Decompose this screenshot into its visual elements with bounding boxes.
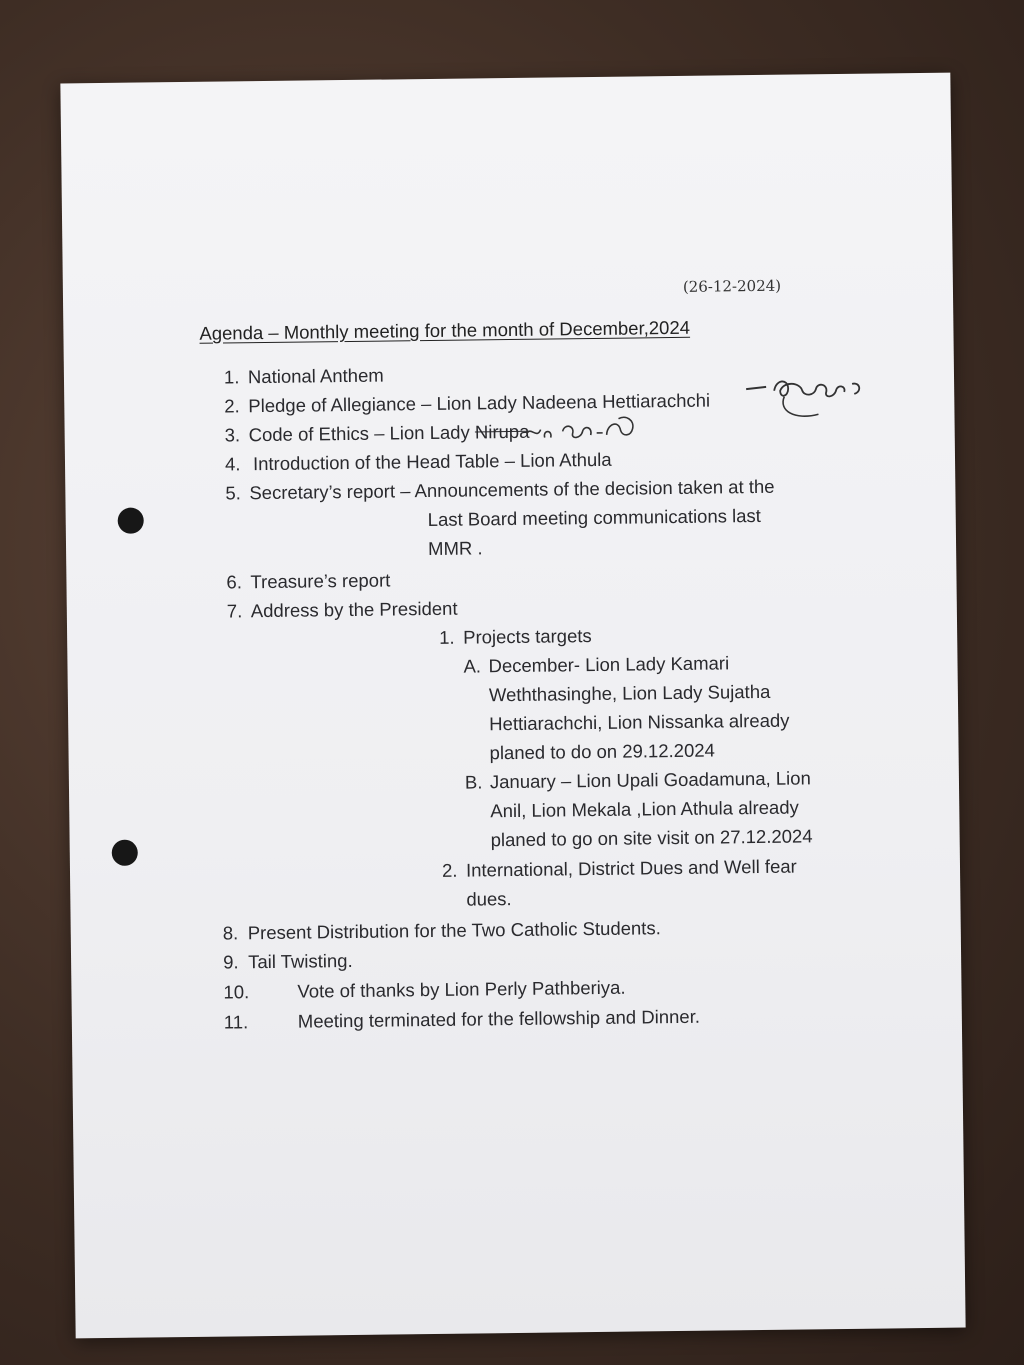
sub-number: 1.: [439, 626, 455, 648]
item-number: 7.: [226, 600, 243, 622]
sub-dues-line: International, District Dues and Well fear: [465, 855, 797, 881]
punch-hole-top: [118, 507, 144, 533]
item-number: 5.: [225, 482, 241, 504]
item-number: 11.: [223, 1011, 249, 1033]
item-number: 2.: [224, 395, 240, 417]
item-number: 10.: [223, 981, 250, 1003]
target-january-line: planed to go on site visit on 27.12.2024: [490, 825, 813, 851]
item-vote-of-thanks: Vote of thanks by Lion Perly Pathberiya.: [297, 976, 626, 1002]
item-code-of-ethics: [249, 421, 530, 446]
item-meeting-terminated: Meeting terminated for the fellowship and Dinner.: [297, 1005, 701, 1032]
item-secretary-report-line3: MMR .: [427, 537, 483, 560]
item-president-address: Address by the President: [250, 597, 458, 622]
punch-hole-bottom: [112, 840, 138, 866]
struck-name: Nirupa: [474, 420, 530, 443]
item-head-table: Introduction of the Head Table – Lion Athula: [252, 448, 612, 475]
item-present-distribution: Present Distribution for the Two Catholic Students.: [247, 917, 661, 944]
item-secretary-report: Secretary’s report – Announcements of the decision taken at the: [249, 475, 775, 504]
agenda-title: Agenda – Monthly meeting for the month of December,2024: [199, 316, 691, 344]
item-tail-twisting: Tail Twisting.: [247, 949, 353, 973]
handwritten-annotation: [744, 370, 875, 428]
sub-number: 2.: [441, 859, 458, 881]
item-number: 1.: [223, 366, 240, 388]
target-january-line: Anil, Lion Mekala ,Lion Athula already: [490, 796, 799, 822]
item-secretary-report-line2: Last Board meeting communications last: [427, 504, 761, 531]
sub-project-targets: Projects targets: [463, 625, 592, 648]
item-treasurer-report: Treasure’s report: [250, 569, 391, 593]
item-number: 6.: [226, 571, 243, 593]
agenda-paper: [60, 73, 965, 1339]
sub-dues-line: dues.: [466, 888, 512, 910]
sub-letter: A.: [463, 655, 482, 677]
item-number: 4.: [224, 453, 241, 475]
target-december-line: Hettiarachchi, Lion Nissanka already: [489, 709, 790, 735]
target-december-line: December- Lion Lady Kamari: [488, 652, 730, 677]
item-number: 9.: [222, 951, 239, 973]
item-number: 3.: [224, 424, 241, 446]
handwritten-date: (26-12-2024): [682, 276, 782, 296]
item-national-anthem: National Anthem: [247, 364, 384, 388]
sub-letter: B.: [464, 771, 483, 793]
item-number: 8.: [222, 922, 239, 944]
item-pledge: Pledge of Allegiance – Lion Lady Nadeena Hettiarachchi: [248, 389, 711, 417]
target-january-line: January – Lion Upali Goadamuna, Lion: [489, 767, 811, 793]
item-code-of-ethics-text: Code of Ethics – Lion Lady: [248, 421, 470, 446]
handwritten-name: [522, 410, 652, 446]
target-december-line: planed to do on 29.12.2024: [489, 739, 715, 764]
target-december-line: Weththasinghe, Lion Lady Sujatha: [488, 680, 771, 706]
